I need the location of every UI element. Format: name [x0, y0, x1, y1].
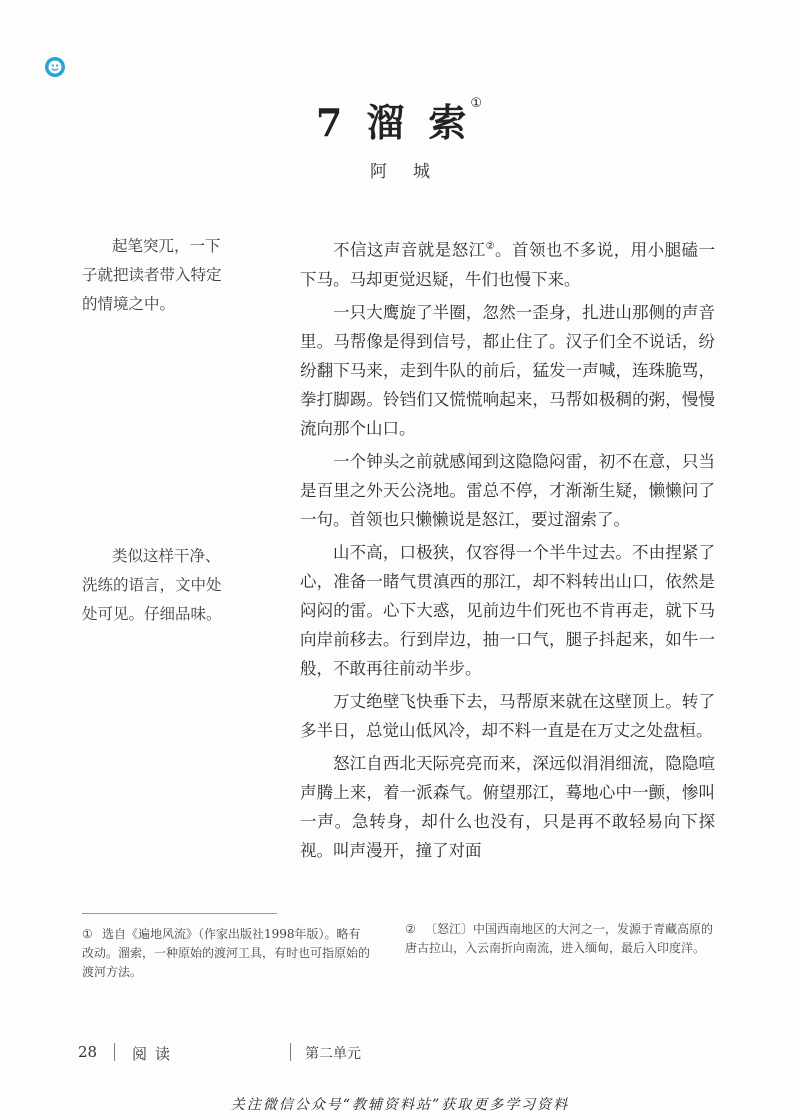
footer-section-left: 阅读: [132, 1045, 179, 1063]
title-char-1: 溜: [366, 100, 407, 145]
paragraph: 一个钟头之前就感闻到这隐隐闷雷，初不在意，只当是百里之外天公浇地。雷总不停，才渐渐生疑，懒懒问了一句。首领也只懒懒说是怒江，要过溜索了。: [300, 451, 715, 529]
side-note-line: 类似这样干净、: [112, 547, 221, 565]
main-text: [300, 232, 715, 869]
footer-divider: [114, 1043, 115, 1061]
side-note-line: 的情境之中。: [82, 295, 176, 313]
promo-banner: 关注微信公众号“教辅资料站”获取更多学习资料: [230, 1097, 570, 1113]
paragraph: 山不高，口极狭，仅容得一个半牛过去。不由捏紧了心，准备一睹气贯滇西的那江，却不料转出山口，依然是闷闷的雷。心下大惑，见前边牛们死也不肯再走，就下马向岸前移去。行到岸边，抽一口气，腿子抖起来，如牛一般，不敢再往前动半步。: [300, 542, 715, 678]
paragraph: 怒江自西北天际亮亮而来，深远似涓涓细流，隐隐喧声腾上来，着一派森气。俯望那江，蓦地心中一颤，惨叫一声。急转身，却什么也没有，只是再不敢轻易向下探视。叫声漫开，撞了对面: [300, 753, 715, 860]
footnote-divider: [82, 913, 277, 914]
footnote-1: ① 选自《遍地风流》（作家出版社1998年版）。略有改动。溜索，一种原始的渡河工具，有时也可指原始的渡河方法。: [82, 927, 371, 979]
page-title: [0, 92, 800, 147]
paragraph: 一只大鹰旋了半圈，忽然一歪身，扎进山那侧的声音里。马帮像是得到信号，都止住了。汉子们全不说话，纷纷翻下马来，走到牛队的前后，猛发一声喊，连珠脆骂，拳打脚踢。铃铛们又慌慌响起来，马帮如极稠的粥，慢慢流向那个山口。: [300, 302, 715, 438]
side-note-line: 洗练的语言，文中处: [82, 576, 222, 594]
paragraph: 不信这声音就是怒江②。首领也不多说，用小腿磕一下马。马却更觉迟疑，牛们也慢下来。: [300, 240, 716, 289]
footer-section-right: 第二单元: [305, 1046, 361, 1062]
author-name: 阿城: [370, 162, 456, 182]
smiley-icon: [44, 56, 66, 78]
footnote-mark: ②: [485, 241, 496, 252]
lesson-number: 7: [315, 100, 345, 145]
side-note-line: 子就把读者带入特定: [82, 266, 222, 284]
title-char-2: 索: [428, 100, 469, 145]
page-number: 28: [78, 1043, 98, 1061]
paragraph: 万丈绝壁飞快垂下去，马帮原来就在这壁顶上。转了多半日，总觉山低风冷，却不料一直是在万丈之处盘桓。: [300, 691, 715, 740]
side-note-1: [82, 232, 252, 319]
side-note-line: 处可见。仔细品味。: [82, 605, 222, 623]
side-note-2: [82, 542, 252, 629]
footnote-2: ② 〔怒江〕中国西南地区的大河之一，发源于青藏高原的唐古拉山，入云南折向南流，进入缅甸，最后入印度洋。: [405, 922, 714, 955]
footer-divider: [290, 1043, 291, 1061]
title-footnote-mark: ①: [470, 96, 485, 111]
side-note-line: 起笔突兀，一下: [112, 237, 221, 255]
